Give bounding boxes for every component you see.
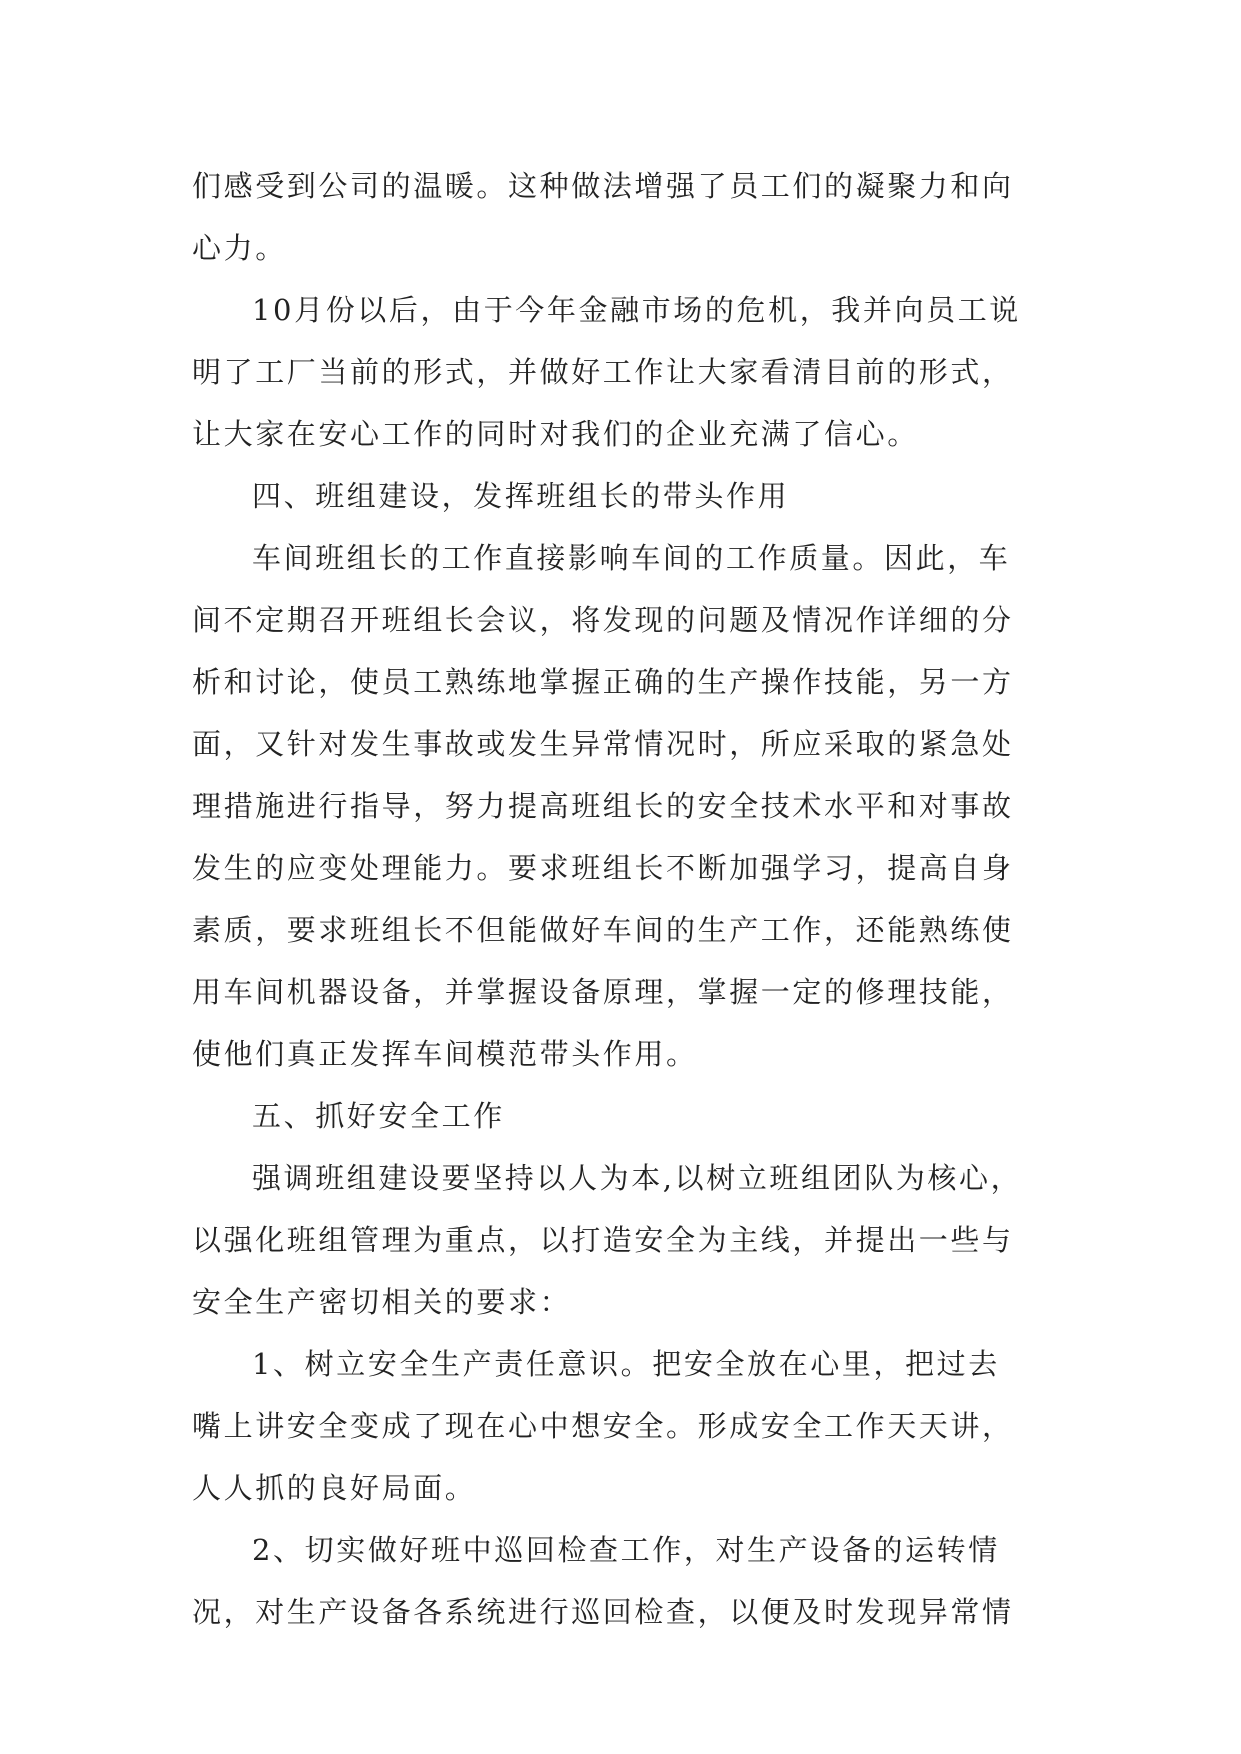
list-item: 2、切实做好班中巡回检查工作，对生产设备的运转情 bbox=[252, 1533, 1000, 1567]
text-line: 人人抓的良好局面。 bbox=[192, 1471, 477, 1505]
text-line: 理措施进行指导，努力提高班组长的安全技术水平和对事故 bbox=[192, 789, 1014, 823]
text-line: 析和讨论，使员工熟练地掌握正确的生产操作技能，另一方 bbox=[192, 665, 1014, 699]
text-line: 素质，要求班组长不但能做好车间的生产工作，还能熟练使 bbox=[192, 913, 1014, 947]
text-line: 让大家在安心工作的同时对我们的企业充满了信心。 bbox=[192, 417, 919, 451]
text-line: 使他们真正发挥车间模范带头作用。 bbox=[192, 1037, 698, 1071]
text-line: 以强化班组管理为重点，以打造安全为主线，并提出一些与 bbox=[192, 1223, 1014, 1257]
document-body bbox=[192, 155, 1052, 1643]
text-line: 强调班组建设要坚持以人为本,以树立班组团队为核心， bbox=[252, 1161, 1023, 1195]
text-line: 明了工厂当前的形式，并做好工作让大家看清目前的形式， bbox=[192, 355, 1014, 389]
text-line: 发生的应变处理能力。要求班组长不断加强学习，提高自身 bbox=[192, 851, 1014, 885]
text-line: 们感受到公司的温暖。这种做法增强了员工们的凝聚力和向 bbox=[192, 169, 1014, 203]
text-line: 10月份以后，由于今年金融市场的危机，我并向员工说 bbox=[252, 293, 1021, 327]
text-line: 车间班组长的工作直接影响车间的工作质量。因此，车 bbox=[252, 541, 1011, 575]
text-line: 嘴上讲安全变成了现在心中想安全。形成安全工作天天讲， bbox=[192, 1409, 1014, 1443]
section-heading: 五、抓好安全工作 bbox=[252, 1099, 505, 1133]
text-line: 面，又针对发生事故或发生异常情况时，所应采取的紧急处 bbox=[192, 727, 1014, 761]
text-line: 安全生产密切相关的要求： bbox=[192, 1285, 572, 1319]
text-line: 间不定期召开班组长会议，将发现的问题及情况作详细的分 bbox=[192, 603, 1014, 637]
section-heading: 四、班组建设，发挥班组长的带头作用 bbox=[252, 479, 790, 513]
text-line: 心力。 bbox=[192, 231, 287, 265]
text-line: 况，对生产设备各系统进行巡回检查，以便及时发现异常情 bbox=[192, 1595, 1014, 1629]
list-item: 1、树立安全生产责任意识。把安全放在心里，把过去 bbox=[252, 1347, 1000, 1381]
text-line: 用车间机器设备，并掌握设备原理，掌握一定的修理技能， bbox=[192, 975, 1014, 1009]
